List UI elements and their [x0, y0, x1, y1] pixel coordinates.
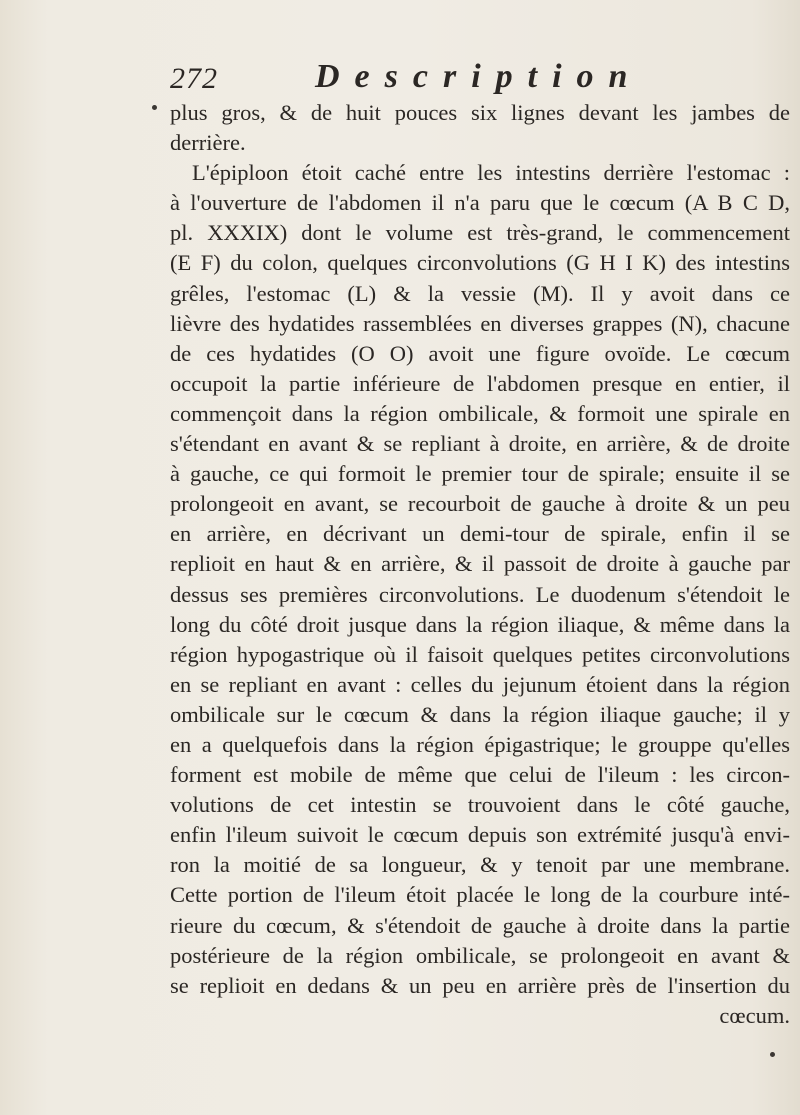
- text-line: prolongeoit en avant, se recourboit de gauche à droite & un peu: [170, 491, 790, 517]
- text-line: en se repliant en avant : celles du jejunum étoient dans la région: [170, 671, 790, 697]
- text-line: de ces hydatides (O O) avoit une figure ovoïde. Le cœcum: [170, 340, 790, 366]
- text-line: se replioit en dedans & un peu en arrière près de l'insertion du: [170, 972, 790, 998]
- text-line: volutions de cet intestin se trouvoient dans le côté gauche,: [170, 792, 790, 818]
- page-header: [170, 58, 643, 98]
- page-number: 272: [170, 62, 218, 95]
- ink-dot-mark: [152, 105, 157, 110]
- text-line: grêles, l'estomac (L) & la vessie (M). Il y avoit dans ce: [170, 280, 790, 306]
- text-line: commençoit dans la région ombilicale, & formoit une spirale en: [170, 400, 790, 426]
- text-line: pl. XXXIX) dont le volume est très-grand, le commencement: [170, 220, 790, 246]
- text-line: long du côté droit jusque dans la région iliaque, & même dans la: [170, 611, 790, 637]
- text-line: ombilicale sur le cœcum & dans la région iliaque gauche; il y: [170, 701, 790, 727]
- text-line: L'épiploon étoit caché entre les intestins derrière l'estomac :: [192, 160, 790, 186]
- text-line: Cette portion de l'ileum étoit placée le long de la courbure inté-: [170, 882, 790, 908]
- text-line: (E F) du colon, quelques circonvolutions (G H I K) des intestins: [170, 250, 790, 276]
- text-line: dessus ses premières circonvolutions. Le duodenum s'étendoit le: [170, 581, 790, 607]
- text-line: replioit en haut & en arrière, & il passoit de droite à gauche par: [170, 551, 790, 577]
- text-line: occupoit la partie inférieure de l'abdomen presque en entier, il: [170, 370, 790, 396]
- catchword: cœcum.: [719, 1002, 790, 1028]
- text-line: en a quelquefois dans la région épigastrique; le grouppe qu'elles: [170, 731, 790, 757]
- text-line: forment est mobile de même que celui de l'ileum : les circon-: [170, 762, 790, 788]
- text-line: à l'ouverture de l'abdomen il n'a paru que le cœcum (A B C D,: [170, 190, 790, 216]
- text-line: à gauche, ce qui formoit le premier tour de spirale; ensuite il se: [170, 461, 790, 487]
- text-line: postérieure de la région ombilicale, se prolongeoit en avant &: [170, 942, 790, 968]
- text-line: en arrière, en décrivant un demi-tour de spirale, enfin il se: [170, 521, 790, 547]
- text-line: derrière.: [170, 130, 246, 156]
- ink-dot-mark: [770, 1052, 775, 1057]
- text-line: enfin l'ileum suivoit le cœcum depuis son extrémité jusqu'à envi-: [170, 822, 790, 848]
- text-line: lièvre des hydatides rassemblées en diverses grappes (N), chacune: [170, 310, 790, 336]
- text-line: ron la moitié de sa longueur, & y tenoit par une membrane.: [170, 852, 790, 878]
- body-text: [170, 98, 790, 1031]
- text-line: plus gros, & de huit pouces six lignes devant les jambes de: [170, 100, 790, 125]
- running-title: Description: [315, 58, 643, 95]
- text-line: s'étendant en avant & se repliant à droite, en arrière, & de droite: [170, 431, 790, 457]
- text-line: rieure du cœcum, & s'étendoit de gauche à droite dans la partie: [170, 912, 790, 938]
- text-line: région hypogastrique où il faisoit quelques petites circonvolutions: [170, 641, 790, 667]
